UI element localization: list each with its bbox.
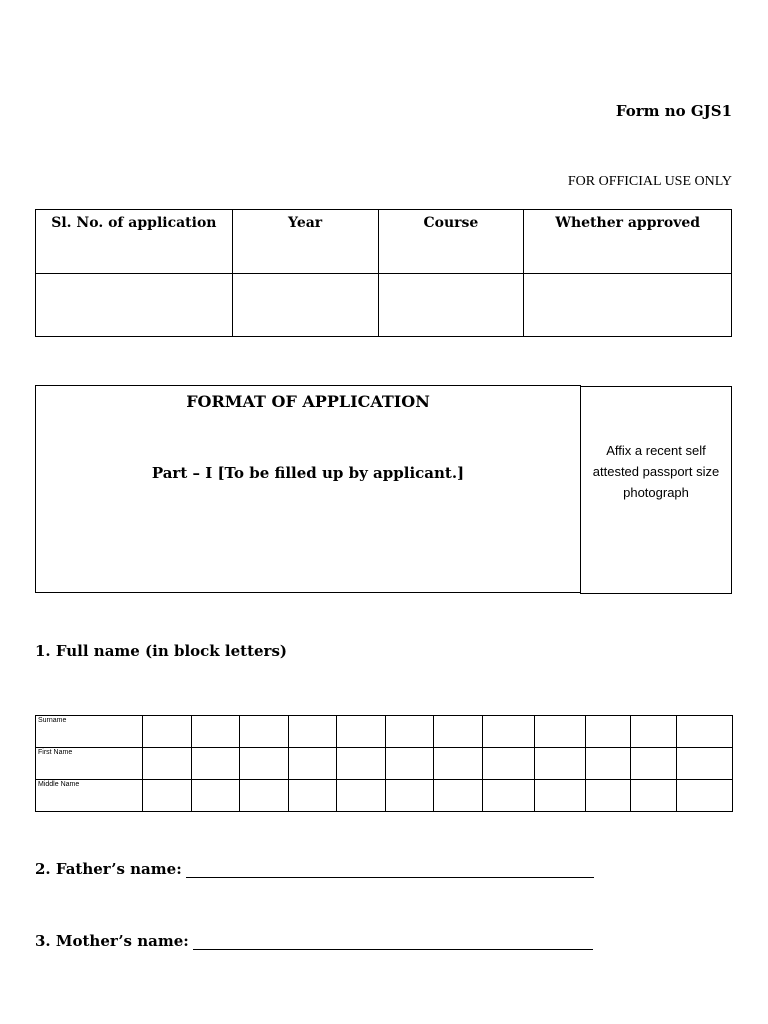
letter-box[interactable] <box>337 748 386 780</box>
letter-box[interactable] <box>289 716 337 748</box>
letter-box[interactable] <box>143 780 192 812</box>
letter-box[interactable] <box>631 716 677 748</box>
letter-box[interactable] <box>586 780 631 812</box>
letter-box[interactable] <box>386 716 434 748</box>
letter-box[interactable] <box>434 780 483 812</box>
question-mothers-name <box>35 932 593 950</box>
letter-box[interactable] <box>434 748 483 780</box>
column-header-whether-approved: Whether approved <box>524 210 732 274</box>
letter-box[interactable] <box>143 716 192 748</box>
letter-box[interactable] <box>240 748 289 780</box>
letter-box[interactable] <box>483 716 535 748</box>
fathers-name-line[interactable] <box>186 863 594 878</box>
question-fathers-name <box>35 860 594 878</box>
middle-name-row <box>36 780 733 812</box>
format-of-application-box <box>35 385 581 593</box>
question-full-name: 1. Full name (in block letters) <box>35 642 288 660</box>
letter-box[interactable] <box>192 748 240 780</box>
letter-box[interactable] <box>289 780 337 812</box>
cell-year[interactable] <box>232 274 378 337</box>
letter-box[interactable] <box>677 780 733 812</box>
letter-box[interactable] <box>535 748 586 780</box>
column-header-year: Year <box>232 210 378 274</box>
full-name-grid <box>35 715 733 812</box>
row-label-surname: Surname <box>36 716 143 748</box>
letter-box[interactable] <box>386 780 434 812</box>
mothers-name-label: 3. Mother’s name: <box>35 932 189 950</box>
letter-box[interactable] <box>631 780 677 812</box>
official-use-table <box>35 209 732 337</box>
letter-box[interactable] <box>337 780 386 812</box>
letter-box[interactable] <box>143 748 192 780</box>
letter-box[interactable] <box>289 748 337 780</box>
fathers-name-label: 2. Father’s name: <box>35 860 182 878</box>
column-header-course: Course <box>378 210 524 274</box>
letter-box[interactable] <box>386 748 434 780</box>
letter-box[interactable] <box>483 780 535 812</box>
format-subtitle: Part – I [To be filled up by applicant.] <box>151 464 465 482</box>
letter-box[interactable] <box>337 716 386 748</box>
letter-box[interactable] <box>240 780 289 812</box>
letter-box[interactable] <box>240 716 289 748</box>
letter-box[interactable] <box>483 748 535 780</box>
letter-box[interactable] <box>192 716 240 748</box>
photograph-instructions: Affix a recent self attested passport size photograph <box>592 442 720 500</box>
letter-box[interactable] <box>677 748 733 780</box>
letter-box[interactable] <box>535 780 586 812</box>
cell-course[interactable] <box>378 274 524 337</box>
letter-box[interactable] <box>631 748 677 780</box>
cell-whether-approved[interactable] <box>524 274 732 337</box>
letter-box[interactable] <box>434 716 483 748</box>
cell-sl-no[interactable] <box>36 274 233 337</box>
column-header-sl-no: Sl. No. of application <box>36 210 233 274</box>
mothers-name-line[interactable] <box>193 935 593 950</box>
first-name-row <box>36 748 733 780</box>
surname-row <box>36 716 733 748</box>
row-label-first-name: First Name <box>36 748 143 780</box>
letter-box[interactable] <box>535 716 586 748</box>
letter-box[interactable] <box>586 748 631 780</box>
letter-box[interactable] <box>677 716 733 748</box>
letter-box[interactable] <box>586 716 631 748</box>
official-use-label: FOR OFFICIAL USE ONLY <box>567 174 732 189</box>
letter-box[interactable] <box>192 780 240 812</box>
photograph-box[interactable] <box>580 386 732 594</box>
format-title: FORMAT OF APPLICATION <box>186 392 430 411</box>
row-label-middle-name: Middle Name <box>36 780 143 812</box>
form-number: Form no GJS1 <box>615 102 732 120</box>
